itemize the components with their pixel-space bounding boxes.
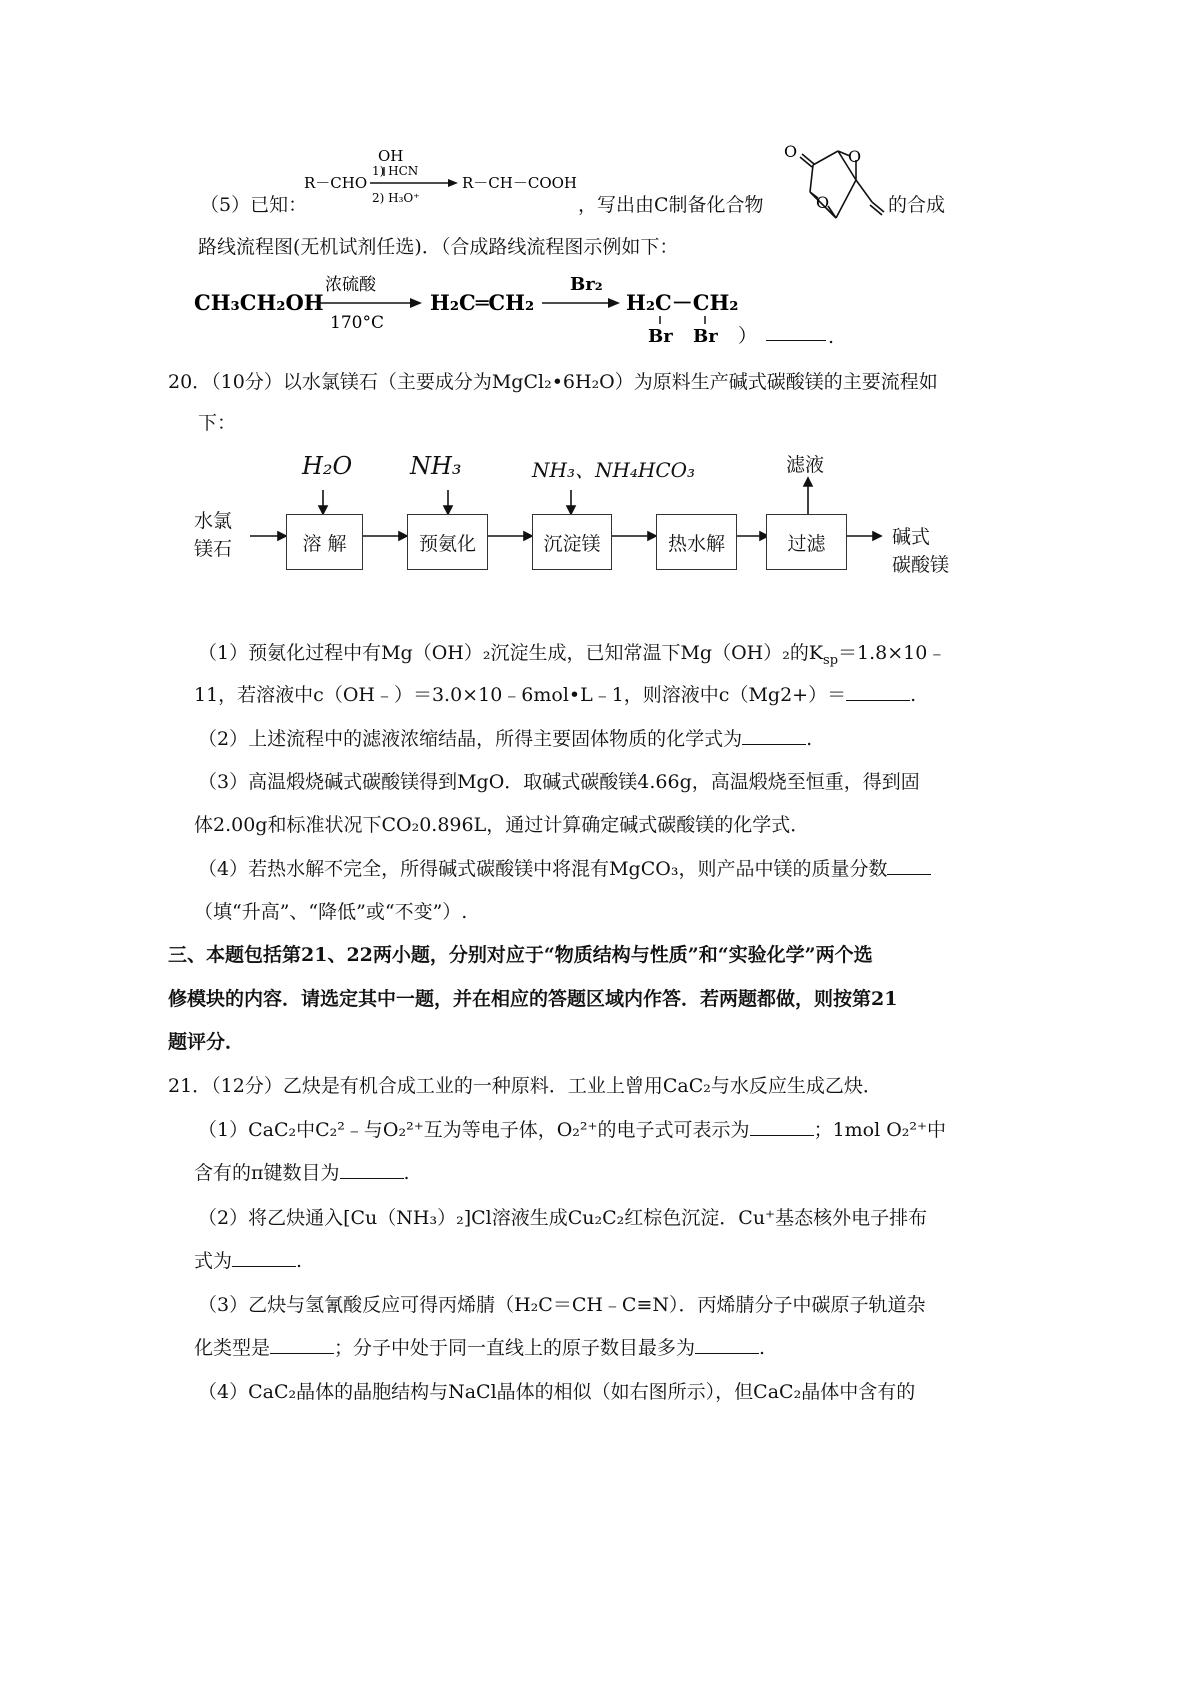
reaction-product: R－CH－COOH [462, 174, 578, 192]
q19-part5-prefix: （5）已知： [200, 194, 308, 216]
flow-output-label-2: 碳酸镁 [892, 554, 950, 576]
flow-input-label-1: 水氯 [194, 510, 233, 532]
flow-input-label-2: 镁石 [194, 538, 233, 560]
reaction-step1: 1) HCN [372, 164, 419, 178]
answer-blank-q21-3a[interactable] [270, 1335, 334, 1354]
answer-blank-q20-1[interactable] [846, 682, 910, 701]
flow-reagent-ammonia: NH₃ [410, 452, 462, 480]
flow-output-label-1: 碱式 [892, 526, 931, 548]
flow-step-hydrolysis: 热水解 [656, 514, 737, 570]
flow-step-precipitate-mg: 沉淀镁 [532, 514, 612, 570]
q20-part1-line2: 11，若溶液中c（OH﹣）＝3.0×10﹣6mol•L﹣1，则溶液中c（Mg2+）＝ . [194, 684, 917, 706]
cyanohydrin-reaction-scheme [298, 142, 598, 222]
section3-instructions-line3: 题评分． [168, 1031, 245, 1053]
q19-part5-line2: 路线流程图(无机试剂任选)．（合成路线流程图示例如下： [198, 236, 679, 258]
svg-text:O: O [784, 142, 798, 161]
example-synthesis-route [190, 266, 840, 350]
q20-part4-line2: （填“升高”、“降低”或“不变”）. [194, 901, 468, 923]
svg-text:O: O [848, 147, 862, 166]
q21-part1-line1: （1）CaC₂中C₂²﹣与O₂²⁺互为等电子体，O₂²⁺的电子式可表示为 ；1mol O₂²⁺中 [198, 1119, 947, 1141]
q21-part2-line2: 式为 . [194, 1250, 303, 1272]
q21-part4-line1: （4）CaC₂晶体的晶胞结构与NaCl晶体的相似（如右图所示），但CaC₂晶体中含有的 [198, 1381, 916, 1403]
example-close-paren: ） [738, 325, 758, 347]
target-dilactone-structure [778, 136, 888, 236]
q20-part1-line1: （1）预氨化过程中有Mg（OH）₂沉淀生成，已知常温下Mg（OH）₂的$K_{sp}=1.8\times 10﹣$ [198, 642, 947, 668]
answer-blank-q19-5[interactable] [766, 322, 826, 341]
q20-part3-line2: 体2.00g和标准状况下CO₂0.896L，通过计算确定碱式碳酸镁的化学式． [194, 814, 810, 836]
example-cond1-bot: 170°C [330, 313, 384, 333]
example-cond1-top: 浓硫酸 [325, 275, 376, 295]
answer-blank-q21-1b[interactable] [340, 1160, 404, 1179]
q20-stem-line2: 下： [198, 412, 237, 434]
flow-reagent-ammonia-bicarbonate: NH₃、NH₄HCO₃ [532, 458, 696, 482]
q21-part3-line2: 化类型是 ；分子中处于同一直线上的原子数目最多为 . [194, 1337, 766, 1359]
q21-part2-line1: （2）将乙炔通入[Cu（NH₃）₂]Cl溶液生成Cu₂C₂红棕色沉淀．Cu⁺基态核外电子排布 [198, 1207, 928, 1229]
example-br2: Br [693, 326, 718, 347]
q20-part2: （2）上述流程中的滤液浓缩结晶，所得主要固体物质的化学式为 . [198, 728, 813, 750]
flow-side-output-filtrate: 滤液 [786, 454, 825, 476]
section3-instructions-line1: 三、本题包括第21、22两小题，分别对应于“物质结构与性质”和“实验化学”两个选 [168, 944, 873, 966]
reaction-product-oh: OH [378, 147, 404, 165]
q20-part3-line1: （3）高温煅烧碱式碳酸镁得到MgO．取碱式碳酸镁4.66g，高温煅烧至恒重，得到固 [198, 771, 920, 793]
reaction-reactant: R－CHO [304, 174, 368, 192]
answer-blank-q21-2[interactable] [232, 1248, 296, 1267]
answer-blank-q21-1a[interactable] [750, 1117, 814, 1136]
q19-part5-end: . [828, 326, 835, 348]
example-dibromoethane: H₂C－CH₂ [626, 290, 739, 315]
q21-stem: 21．（12分）乙炔是有机合成工业的一种原料．工业上曾用CaC₂与水反应生成乙炔． [168, 1075, 882, 1097]
example-br1: Br [648, 326, 673, 347]
q20-stem-line1: 20．（10分）以水氯镁石（主要成分为MgCl₂•6H₂O）为原料生产碱式碳酸镁的主要流程如 [168, 371, 938, 393]
answer-blank-q20-2[interactable] [742, 726, 806, 745]
q20-part4-line1: （4）若热水解不完全，所得碱式碳酸镁中将混有MgCO₃，则产品中镁的质量分数 [198, 856, 931, 882]
flow-step-preammoniation: 预氨化 [407, 514, 488, 570]
example-ethanol: CH₃CH₂OH [194, 290, 324, 315]
example-cond2-top: Br₂ [570, 274, 603, 295]
section3-instructions-line2: 修模块的内容．请选定其中一题，并在相应的答题区域内作答．若两题都做，则按第21 [168, 988, 898, 1010]
flow-step-dissolve: 溶 解 [286, 514, 363, 570]
reaction-step2: 2) H₃O⁺ [372, 191, 420, 205]
answer-blank-q21-3b[interactable] [695, 1335, 759, 1354]
q21-part1-line2: 含有的π键数目为 . [194, 1162, 410, 1184]
q19-part5-mid: ，写出由C制备化合物 [578, 194, 764, 216]
svg-text:O: O [816, 193, 830, 212]
q21-part3-line1: （3）乙炔与氢氰酸反应可得丙烯腈（H₂C＝CH﹣C≡N）．丙烯腈分子中碳原子轨道杂 [198, 1294, 926, 1316]
flow-reagent-water: H₂O [302, 452, 353, 480]
q19-part5-tail: 的合成 [888, 194, 946, 216]
flow-step-filter: 过滤 [766, 514, 847, 570]
answer-blank-q20-4[interactable] [887, 856, 931, 875]
example-ethylene: H₂C═CH₂ [430, 290, 535, 315]
